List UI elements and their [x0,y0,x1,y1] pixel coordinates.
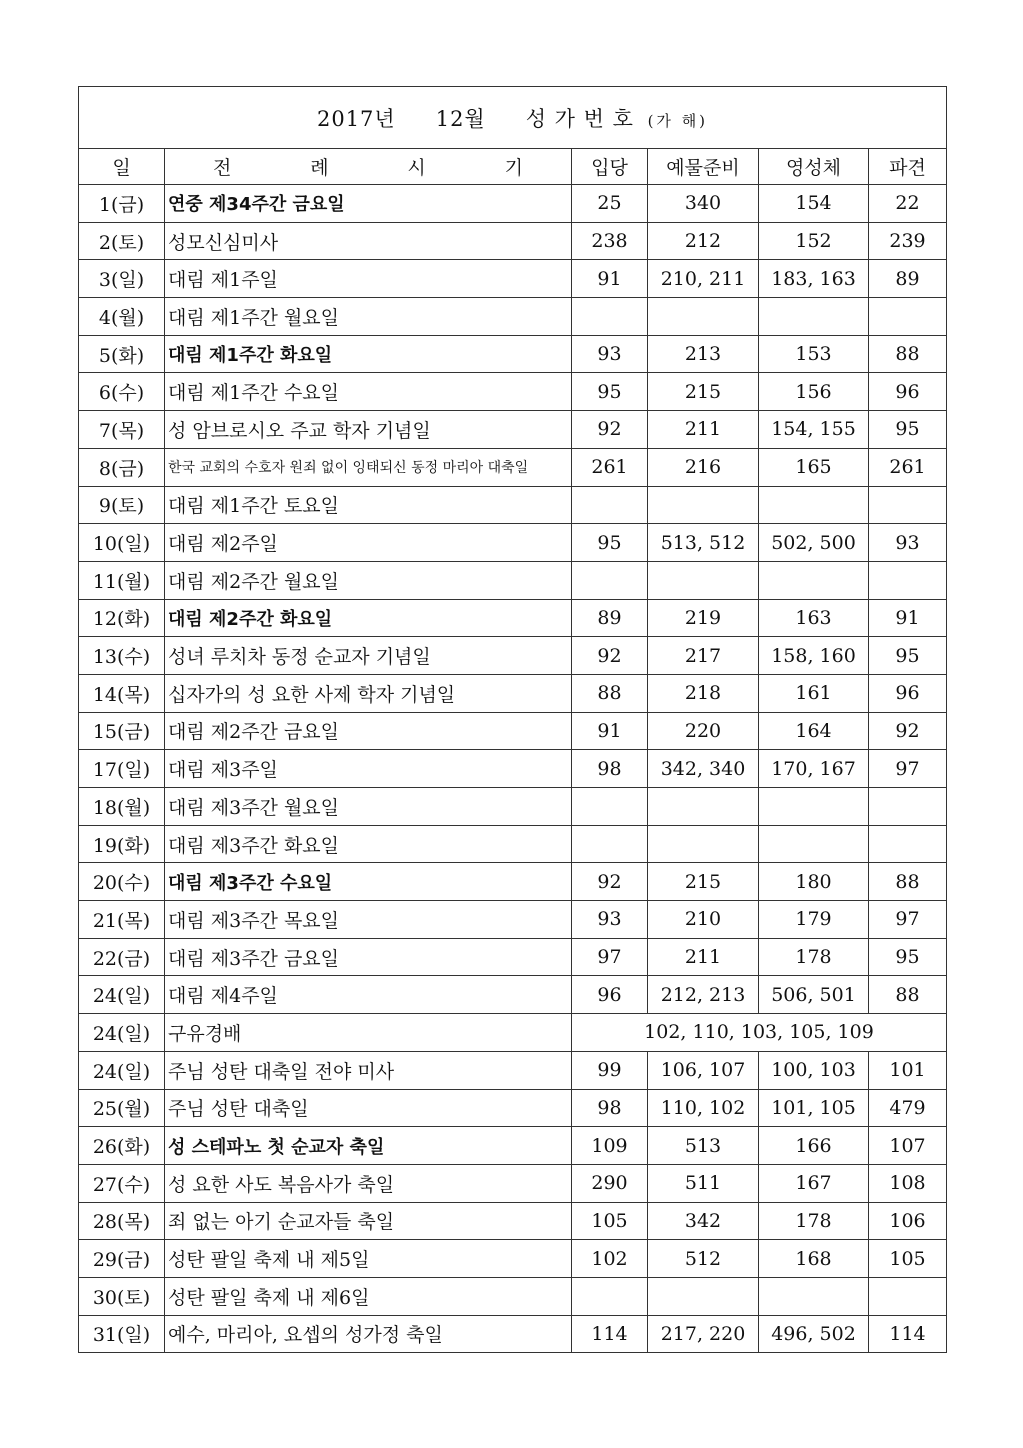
title-year: 2017년 [316,106,396,131]
row-liturgy: 십자가의 성 요한 사제 학자 기념일 [165,674,572,712]
row-offertory: 110, 102 [648,1089,759,1127]
row-day: 25(월) [79,1089,165,1127]
row-offertory: 512 [648,1240,759,1278]
row-offertory: 511 [648,1164,759,1202]
row-communion: 154 [759,185,869,223]
row-communion: 164 [759,712,869,750]
row-day: 13(수) [79,637,165,675]
row-communion [759,561,869,599]
row-dismissal: 88 [869,335,947,373]
row-day: 6(수) [79,373,165,411]
row-dismissal: 89 [869,260,947,298]
row-offertory [648,825,759,863]
row-dismissal: 105 [869,1240,947,1278]
row-day: 2(토) [79,222,165,260]
row-entrance: 91 [572,260,648,298]
row-day: 24(일) [79,1051,165,1089]
row-entrance: 92 [572,863,648,901]
row-entrance: 89 [572,599,648,637]
row-dismissal: 95 [869,938,947,976]
row-day: 18(월) [79,788,165,826]
table-row [79,335,947,373]
row-liturgy: 주님 성탄 대축일 [165,1089,572,1127]
row-dismissal: 107 [869,1127,947,1165]
table-row [79,938,947,976]
row-communion: 161 [759,674,869,712]
row-day: 31(일) [79,1315,165,1353]
table-row [79,298,947,336]
row-liturgy: 대림 제2주간 화요일 [165,599,572,637]
table-row [79,373,947,411]
table-row [79,524,947,562]
row-communion: 166 [759,1127,869,1165]
row-liturgy: 대림 제2주간 월요일 [165,561,572,599]
row-entrance [572,788,648,826]
table-row [79,637,947,675]
row-liturgy: 죄 없는 아기 순교자들 축일 [165,1202,572,1240]
row-offertory: 212 [648,222,759,260]
title-main: 성 가 번 호 [525,106,634,131]
row-day: 8(금) [79,448,165,486]
row-offertory: 211 [648,411,759,449]
row-liturgy: 대림 제3주간 월요일 [165,788,572,826]
row-day: 17(일) [79,750,165,788]
row-dismissal [869,486,947,524]
row-communion: 101, 105 [759,1089,869,1127]
table-row [79,1277,947,1315]
row-offertory: 212, 213 [648,976,759,1014]
table-row [79,674,947,712]
row-offertory: 342 [648,1202,759,1240]
row-offertory: 210, 211 [648,260,759,298]
row-liturgy: 대림 제3주간 화요일 [165,825,572,863]
row-entrance: 98 [572,750,648,788]
header-offertory: 예물준비 [648,149,759,185]
row-day: 19(화) [79,825,165,863]
row-dismissal: 101 [869,1051,947,1089]
row-dismissal: 97 [869,901,947,939]
row-offertory: 215 [648,373,759,411]
table-row [79,1202,947,1240]
row-offertory: 220 [648,712,759,750]
hymn-number-sheet [78,86,946,1353]
table-header [79,149,947,185]
table-row [79,825,947,863]
row-liturgy: 대림 제1주간 화요일 [165,335,572,373]
row-liturgy: 성녀 루치차 동정 순교자 기념일 [165,637,572,675]
row-day: 26(화) [79,1127,165,1165]
row-dismissal: 91 [869,599,947,637]
row-communion: 154, 155 [759,411,869,449]
table-row [79,1315,947,1353]
row-liturgy: 성탄 팔일 축제 내 제6일 [165,1277,572,1315]
row-dismissal [869,825,947,863]
row-offertory [648,298,759,336]
row-dismissal: 96 [869,674,947,712]
row-liturgy: 대림 제1주일 [165,260,572,298]
row-offertory: 342, 340 [648,750,759,788]
row-liturgy: 성모신심미사 [165,222,572,260]
header-liturgy-char: 전 [213,157,232,179]
row-dismissal: 108 [869,1164,947,1202]
row-entrance: 92 [572,637,648,675]
row-offertory: 219 [648,599,759,637]
row-communion [759,486,869,524]
row-communion: 100, 103 [759,1051,869,1089]
header-liturgy [165,149,572,185]
row-communion [759,298,869,336]
row-liturgy: 성 요한 사도 복음사가 축일 [165,1164,572,1202]
row-liturgy: 대림 제1주간 월요일 [165,298,572,336]
table-row [79,712,947,750]
row-day: 27(수) [79,1164,165,1202]
row-offertory [648,788,759,826]
row-dismissal: 92 [869,712,947,750]
row-communion: 156 [759,373,869,411]
table-row [79,1164,947,1202]
row-entrance: 290 [572,1164,648,1202]
row-day: 22(금) [79,938,165,976]
row-communion: 178 [759,1202,869,1240]
row-communion [759,788,869,826]
header-day: 일 [79,149,165,185]
row-entrance: 238 [572,222,648,260]
row-offertory: 217, 220 [648,1315,759,1353]
row-entrance: 95 [572,373,648,411]
row-communion [759,825,869,863]
row-liturgy: 예수, 마리아, 요셉의 성가정 축일 [165,1315,572,1353]
table-row [79,1240,947,1278]
row-communion: 158, 160 [759,637,869,675]
row-liturgy: 대림 제2주일 [165,524,572,562]
table-row [79,1014,947,1052]
table-row [79,260,947,298]
row-day: 3(일) [79,260,165,298]
table-row [79,1089,947,1127]
row-day: 11(월) [79,561,165,599]
title-cycle: (가 해) [647,111,709,130]
table-row [79,901,947,939]
row-day: 29(금) [79,1240,165,1278]
row-liturgy: 주님 성탄 대축일 전야 미사 [165,1051,572,1089]
table-row [79,486,947,524]
row-dismissal: 97 [869,750,947,788]
row-entrance: 105 [572,1202,648,1240]
row-entrance: 102 [572,1240,648,1278]
row-communion: 496, 502 [759,1315,869,1353]
table-row [79,1127,947,1165]
row-liturgy: 연중 제34주간 금요일 [165,185,572,223]
row-day: 28(목) [79,1202,165,1240]
row-liturgy: 대림 제1주간 토요일 [165,486,572,524]
row-dismissal: 95 [869,411,947,449]
row-entrance: 92 [572,411,648,449]
row-day: 30(토) [79,1277,165,1315]
row-dismissal [869,788,947,826]
row-day: 1(금) [79,185,165,223]
row-entrance: 99 [572,1051,648,1089]
row-liturgy: 대림 제3주간 금요일 [165,938,572,976]
row-day: 10(일) [79,524,165,562]
row-dismissal: 261 [869,448,947,486]
row-day: 24(일) [79,976,165,1014]
row-liturgy: 성 스테파노 첫 순교자 축일 [165,1127,572,1165]
row-offertory: 210 [648,901,759,939]
row-entrance: 95 [572,524,648,562]
row-liturgy: 성탄 팔일 축제 내 제5일 [165,1240,572,1278]
row-liturgy: 대림 제3주간 수요일 [165,863,572,901]
row-day: 20(수) [79,863,165,901]
row-offertory: 106, 107 [648,1051,759,1089]
row-offertory: 215 [648,863,759,901]
table-row [79,976,947,1014]
row-entrance [572,561,648,599]
row-liturgy: 한국 교회의 수호자 원죄 없이 잉태되신 동정 마리아 대축일 [165,448,572,486]
row-offertory: 513 [648,1127,759,1165]
table-row [79,750,947,788]
header-liturgy-char: 기 [504,157,523,179]
row-communion: 163 [759,599,869,637]
row-entrance: 93 [572,901,648,939]
table-row [79,863,947,901]
row-day: 5(화) [79,335,165,373]
row-dismissal: 95 [869,637,947,675]
row-communion: 153 [759,335,869,373]
row-dismissal: 106 [869,1202,947,1240]
hymn-table [78,86,947,1353]
row-communion: 183, 163 [759,260,869,298]
row-liturgy: 대림 제4주일 [165,976,572,1014]
table-row [79,448,947,486]
row-entrance: 96 [572,976,648,1014]
row-entrance [572,825,648,863]
header-communion: 영성체 [759,149,869,185]
row-day: 7(목) [79,411,165,449]
row-entrance: 93 [572,335,648,373]
row-communion: 506, 501 [759,976,869,1014]
row-dismissal: 22 [869,185,947,223]
header-liturgy-char: 시 [407,157,426,179]
row-communion: 167 [759,1164,869,1202]
row-offertory: 217 [648,637,759,675]
row-communion: 502, 500 [759,524,869,562]
row-liturgy: 대림 제3주일 [165,750,572,788]
row-dismissal: 479 [869,1089,947,1127]
row-offertory: 340 [648,185,759,223]
table-row [79,1051,947,1089]
row-offertory: 216 [648,448,759,486]
header-dismissal: 파견 [869,149,947,185]
table-row [79,561,947,599]
row-offertory: 211 [648,938,759,976]
row-entrance [572,1277,648,1315]
header-liturgy-char: 례 [310,157,329,179]
row-communion: 168 [759,1240,869,1278]
row-dismissal [869,561,947,599]
row-hymns-combined: 102, 110, 103, 105, 109 [572,1014,947,1052]
page-title [79,87,947,149]
row-dismissal [869,298,947,336]
row-communion: 165 [759,448,869,486]
table-row [79,222,947,260]
table-row [79,411,947,449]
row-entrance [572,298,648,336]
row-day: 24(일) [79,1014,165,1052]
row-entrance: 261 [572,448,648,486]
row-liturgy: 대림 제3주간 목요일 [165,901,572,939]
header-entrance: 입당 [572,149,648,185]
row-offertory: 513, 512 [648,524,759,562]
row-offertory [648,561,759,599]
row-day: 15(금) [79,712,165,750]
table-row [79,788,947,826]
row-communion [759,1277,869,1315]
row-liturgy: 성 암브로시오 주교 학자 기념일 [165,411,572,449]
row-communion: 179 [759,901,869,939]
row-liturgy: 대림 제1주간 수요일 [165,373,572,411]
row-communion: 180 [759,863,869,901]
row-liturgy: 대림 제2주간 금요일 [165,712,572,750]
row-offertory: 218 [648,674,759,712]
row-liturgy: 구유경배 [165,1014,572,1052]
row-entrance: 91 [572,712,648,750]
title-month: 12월 [435,106,486,131]
row-dismissal: 96 [869,373,947,411]
table-row [79,599,947,637]
row-dismissal: 114 [869,1315,947,1353]
row-dismissal [869,1277,947,1315]
row-day: 14(목) [79,674,165,712]
table-row [79,185,947,223]
row-dismissal: 93 [869,524,947,562]
row-day: 4(월) [79,298,165,336]
row-day: 21(목) [79,901,165,939]
row-dismissal: 88 [869,863,947,901]
row-communion: 178 [759,938,869,976]
row-entrance: 88 [572,674,648,712]
row-entrance: 109 [572,1127,648,1165]
row-communion: 170, 167 [759,750,869,788]
row-offertory [648,1277,759,1315]
row-dismissal: 88 [869,976,947,1014]
row-entrance: 25 [572,185,648,223]
row-day: 12(화) [79,599,165,637]
row-entrance: 97 [572,938,648,976]
row-day: 9(토) [79,486,165,524]
row-communion: 152 [759,222,869,260]
row-offertory [648,486,759,524]
row-entrance: 114 [572,1315,648,1353]
row-dismissal: 239 [869,222,947,260]
row-entrance: 98 [572,1089,648,1127]
row-entrance [572,486,648,524]
row-offertory: 213 [648,335,759,373]
